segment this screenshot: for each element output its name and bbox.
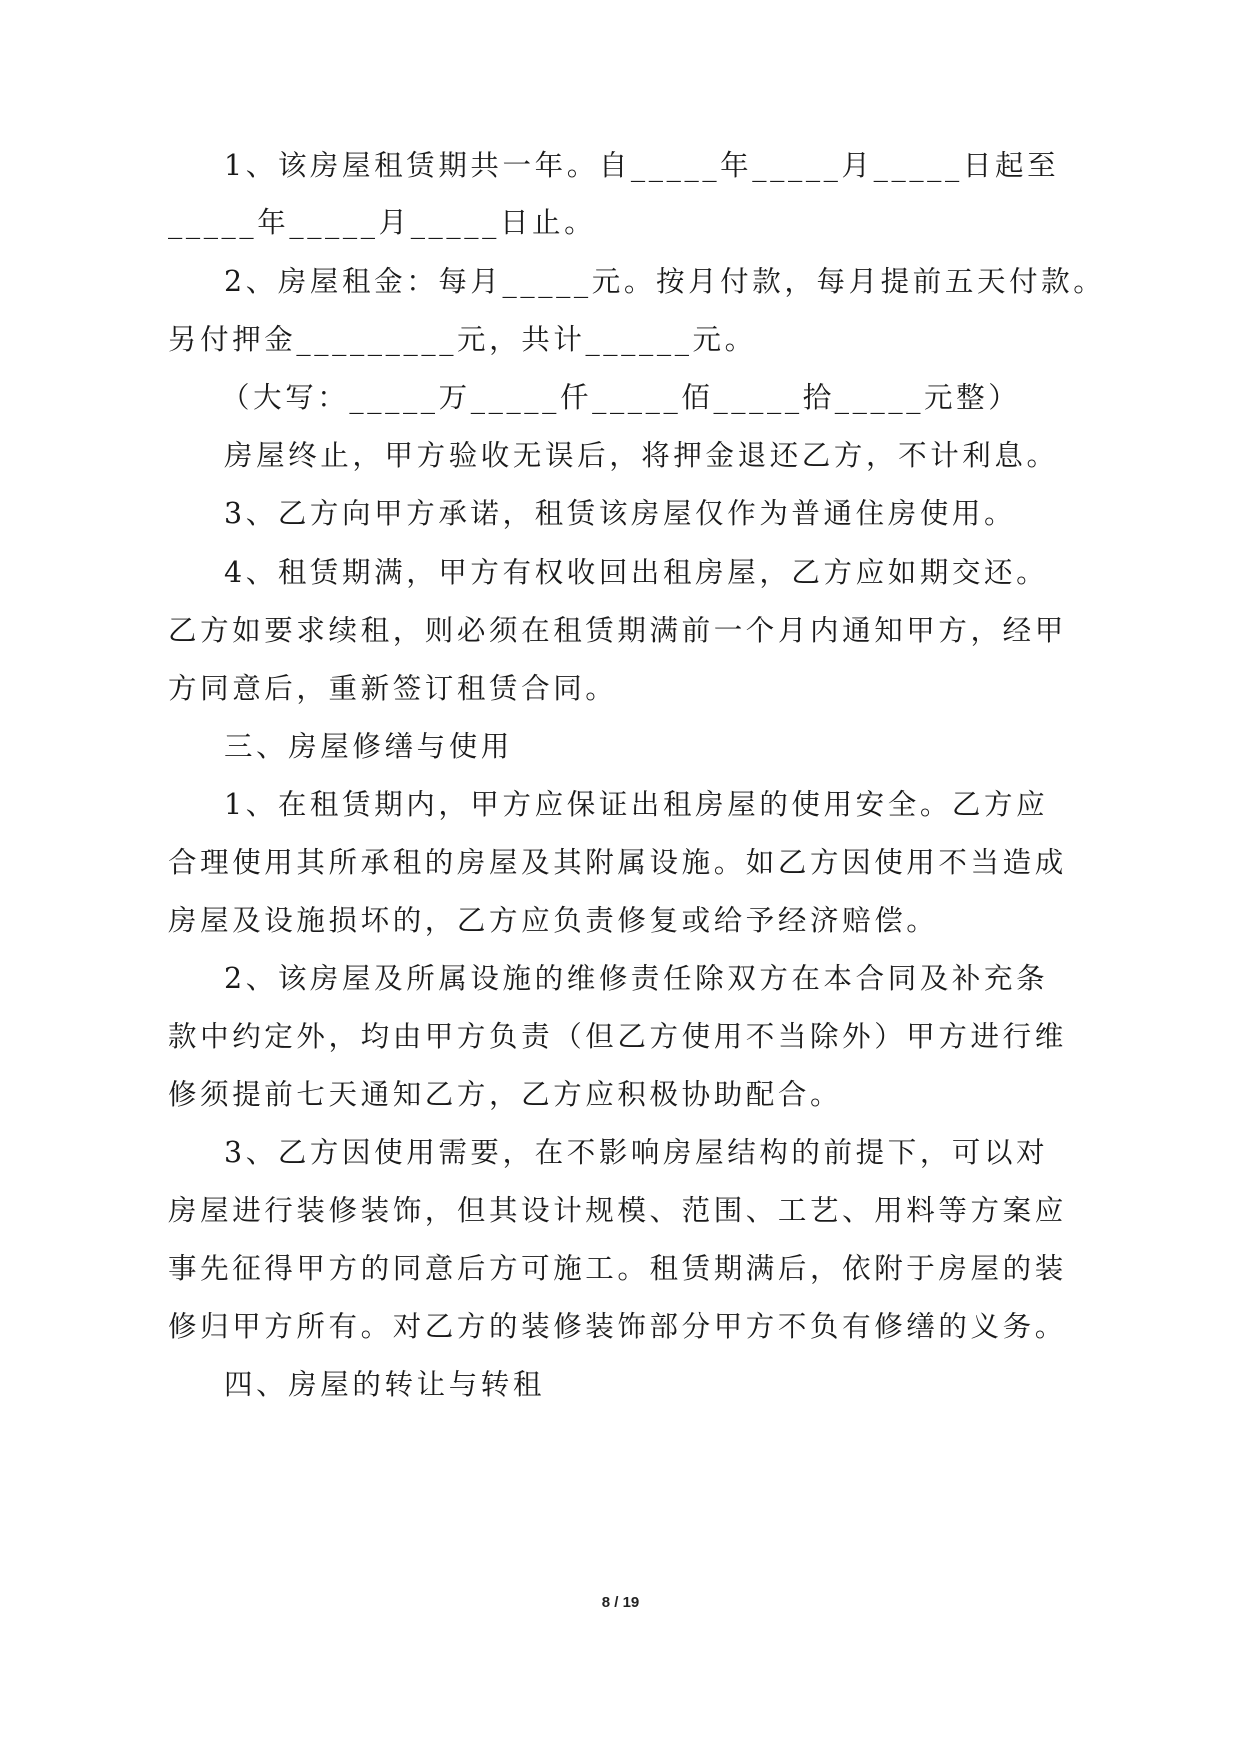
text-line: 2、该房屋及所属设施的维修责任除双方在本合同及补充条: [224, 962, 1049, 995]
page-number: 8 / 19: [601, 1594, 640, 1611]
text-line: 房屋及设施损坏的，乙方应负责修复或给予经济赔偿。: [168, 904, 939, 937]
text-line: 乙方如要求续租，则必须在租赁期满前一个月内通知甲方，经甲: [168, 614, 1067, 647]
text-line: 另付押金_________元，共计______元。: [168, 323, 757, 356]
text-line: （大写：_____万_____仟_____佰_____拾_____元整）: [221, 381, 1021, 414]
text-line: 修归甲方所有。对乙方的装修装饰部分甲方不负有修缮的义务。: [168, 1310, 1067, 1343]
text-line: 事先征得甲方的同意后方可施工。租赁期满后，依附于房屋的装: [168, 1252, 1067, 1285]
text-line: _____年_____月_____日止。: [168, 206, 597, 239]
text-line: 3、乙方向甲方承诺，租赁该房屋仅作为普通住房使用。: [224, 497, 1017, 530]
section-heading: 三、房屋修缮与使用: [224, 730, 513, 763]
text-line: 2、房屋租金：每月_____元。按月付款，每月提前五天付款。: [224, 265, 1106, 298]
text-line: 款中约定外，均由甲方负责（但乙方使用不当除外）甲方进行维: [168, 1020, 1067, 1053]
text-line: 1、在租赁期内，甲方应保证出租房屋的使用安全。乙方应: [224, 788, 1049, 821]
text-line: 4、租赁期满，甲方有权收回出租房屋，乙方应如期交还。: [224, 556, 1049, 589]
text-line: 方同意后，重新签订租赁合同。: [168, 672, 618, 705]
text-line: 修须提前七天通知乙方，乙方应积极协助配合。: [168, 1078, 843, 1111]
text-line: 合理使用其所承租的房屋及其附属设施。如乙方因使用不当造成: [168, 846, 1067, 879]
text-line: 房屋进行装修装饰，但其设计规模、范围、工艺、用料等方案应: [168, 1194, 1067, 1227]
text-line: 房屋终止，甲方验收无误后，将押金退还乙方，不计利息。: [224, 439, 1059, 472]
text-line: 1、该房屋租赁期共一年。自_____年_____月_____日起至: [224, 149, 1060, 182]
section-heading: 四、房屋的转让与转租: [224, 1368, 546, 1401]
text-line: 3、乙方因使用需要，在不影响房屋结构的前提下，可以对: [224, 1136, 1049, 1169]
